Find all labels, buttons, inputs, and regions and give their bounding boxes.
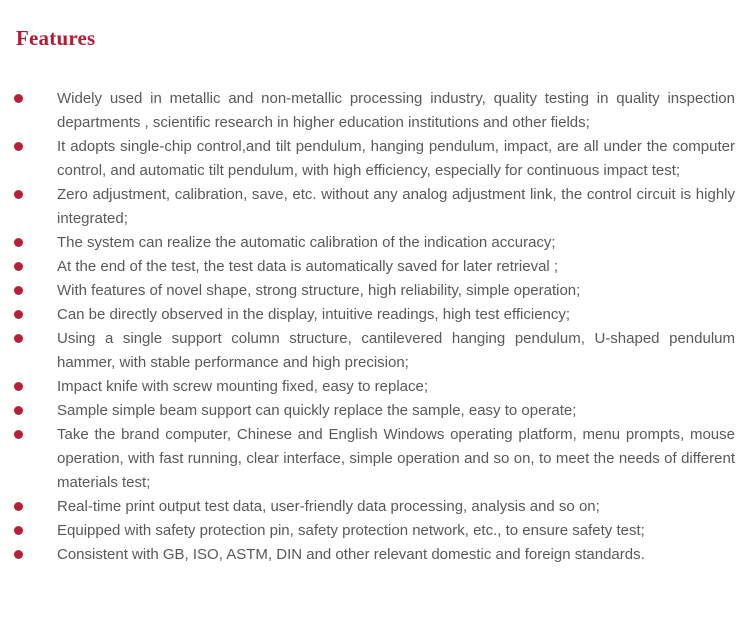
list-item	[0, 543, 750, 567]
list-item	[0, 279, 750, 303]
list-item	[0, 423, 750, 495]
bullet-icon	[14, 94, 23, 103]
feature-text: Equipped with safety protection pin, safety protection network, etc., to ensure safety test;	[57, 522, 645, 539]
list-item	[0, 399, 750, 423]
bullet-icon	[14, 526, 23, 535]
feature-text: Zero adjustment, calibration, save, etc. without any analog adjustment link, the control circuit is highly integrated;	[57, 186, 735, 227]
feature-text: Impact knife with screw mounting fixed, easy to replace;	[57, 378, 429, 395]
bullet-icon	[14, 238, 23, 247]
features-section	[0, 26, 750, 639]
list-item	[0, 303, 750, 327]
bullet-icon	[14, 430, 23, 439]
bullet-icon	[14, 142, 23, 151]
list-item	[0, 519, 750, 543]
list-item	[0, 231, 750, 255]
feature-text: Take the brand computer, Chinese and English Windows operating platform, menu prompts, mouse operation, with fast running, clear interface, simple operation and so on, to meet the needs of different materials test;	[57, 426, 735, 491]
list-item	[0, 135, 750, 183]
feature-text: Widely used in metallic and non-metallic processing industry, quality testing in quality inspection departments , scientific research in higher education institutions and other fields;	[57, 90, 735, 131]
feature-text: The system can realize the automatic calibration of the indication accuracy;	[57, 234, 556, 251]
feature-text: At the end of the test, the test data is automatically saved for later retrieval ;	[57, 258, 559, 275]
list-item	[0, 375, 750, 399]
feature-text: Real-time print output test data, user-friendly data processing, analysis and so on;	[57, 498, 600, 515]
features-list	[0, 87, 750, 567]
page-title: Features	[16, 26, 96, 50]
list-item	[0, 327, 750, 375]
list-item	[0, 255, 750, 279]
bullet-icon	[14, 502, 23, 511]
feature-text: With features of novel shape, strong structure, high reliability, simple operation;	[57, 282, 581, 299]
bullet-icon	[14, 286, 23, 295]
bullet-icon	[14, 406, 23, 415]
bullet-icon	[14, 334, 23, 343]
bullet-icon	[14, 382, 23, 391]
bullet-icon	[14, 262, 23, 271]
feature-text: Consistent with GB, ISO, ASTM, DIN and other relevant domestic and foreign standards.	[57, 546, 645, 563]
list-item	[0, 183, 750, 231]
list-item	[0, 495, 750, 519]
feature-text: Can be directly observed in the display, intuitive readings, high test efficiency;	[57, 306, 571, 323]
feature-text: Using a single support column structure, cantilevered hanging pendulum, U-shaped pendulum hammer, with stable performance and high precision;	[57, 330, 735, 371]
list-item	[0, 87, 750, 135]
bullet-icon	[14, 190, 23, 199]
bullet-icon	[14, 550, 23, 559]
feature-text: Sample simple beam support can quickly replace the sample, easy to operate;	[57, 402, 577, 419]
feature-text: It adopts single-chip control,and tilt pendulum, hanging pendulum, impact, are all under the computer control, and automatic tilt pendulum, with high efficiency, especially for continuous impact test;	[57, 138, 735, 179]
bullet-icon	[14, 310, 23, 319]
